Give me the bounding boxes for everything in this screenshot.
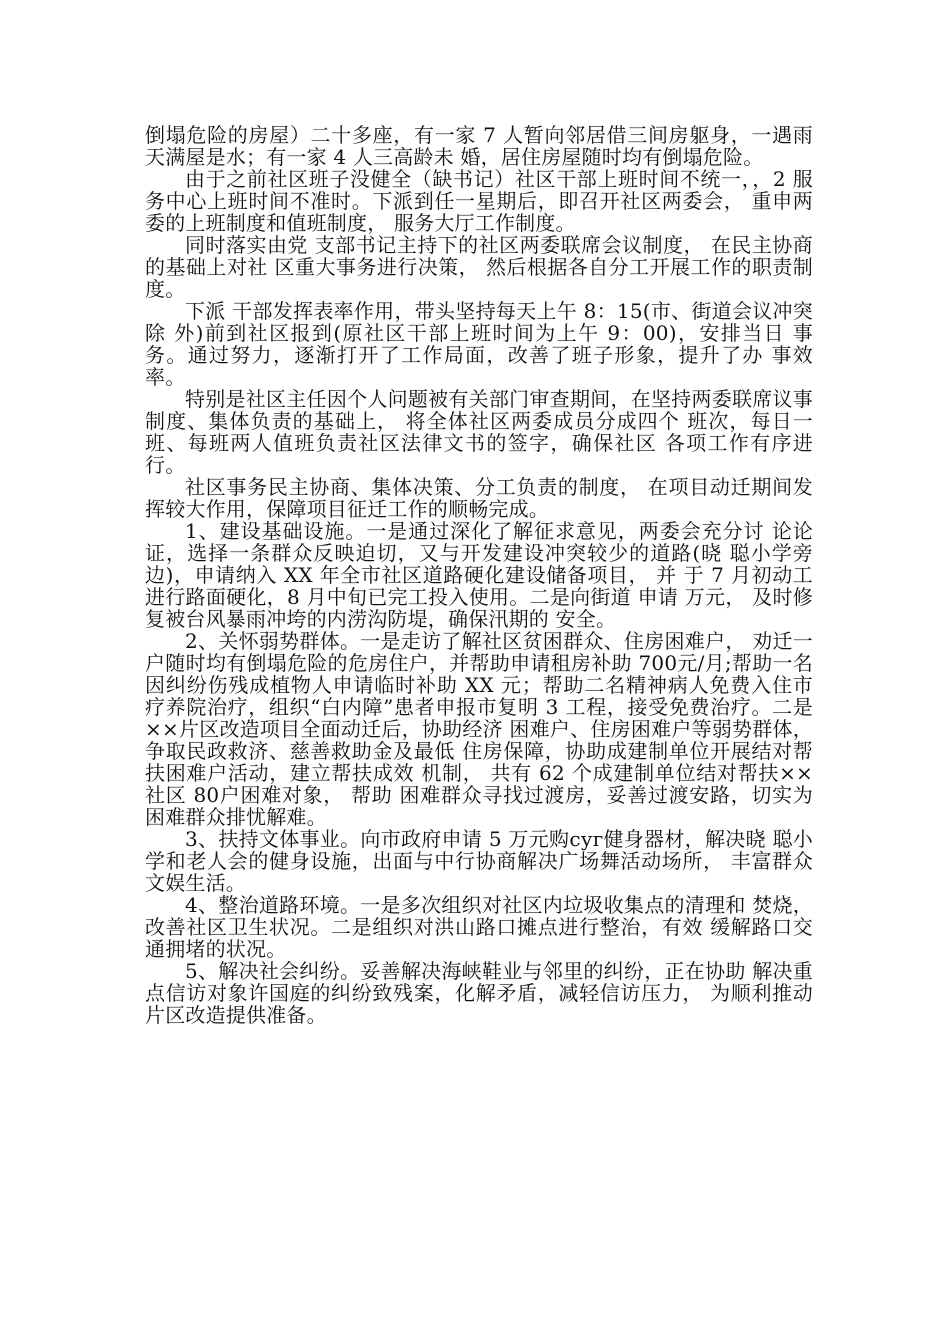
paragraph-continued: 倒塌危险的房屋）二十多座，有一家 7 人暂向邻居借三间房躯身，一遇雨天满屋是水；有一家 4 人三高龄未 婚，居住房屋随时均有倒塌危险。 xyxy=(145,123,813,169)
paragraph-culture-sports: 3、扶持文体事业。向市政府申请 5 万元购суг健身器材，解决晓 聪小学和老人会的健身设施，出面与中行协商解决广场舞活动场所， 丰富群众文娱生活。 xyxy=(145,827,813,895)
paragraph-democratic-consultation: 社区事务民主协商、集体决策、分工负责的制度， 在项目动迁期间发挥较大作用，保障项目征迁工作的顺畅完成。 xyxy=(145,475,813,521)
paragraph-joint-meeting: 同时落实由党 支部书记主持下的社区两委联席会议制度， 在民主协商的基础上对社 区重大事务进行决策， 然后根据各自分工开展工作的职责制度。 xyxy=(145,233,813,301)
paragraph-cadre-example: 下派 干部发挥表率作用，带头坚持每天上午 8：15(市、街道会议冲突除 外)前到社区报到(原社区干部上班时间为上午 9：00)，安排当日 事务。通过努力，逐渐打开了工作局面，改善了班子形象，提升了办 事效率。 xyxy=(145,299,813,389)
paragraph-road-environment: 4、整治道路环境。一是多次组织对社区内垃圾收集点的清理和 焚烧，改善社区卫生状况。二是组织对洪山路口摊点进行整治，有效 缓解路口交通拥堵的状况。 xyxy=(145,893,813,961)
document-body xyxy=(145,124,813,1026)
paragraph-dispute-resolution: 5、解决社会纠纷。妥善解决海峡鞋业与邻里的纠纷，正在协助 解决重点信访对象许国庭的纠纷致残案，化解矛盾，减轻信访压力， 为顺利推动片区改造提供准备。 xyxy=(145,959,813,1027)
paragraph-work-schedule: 由于之前社区班子没健全（缺书记）社区干部上班时间不统一，，2 服务中心上班时间不准时。下派到任一星期后，即召开社区两委会， 重申两委的上班制度和值班制度， 服务大厅工作制度。 xyxy=(145,167,813,235)
paragraph-collective-duty: 特别是社区主任因个人问题被有关部门审查期间，在坚持两委联席议事制度、集体负责的基础上， 将全体社区两委成员分成四个 班次，每日一班、每班两人值班负责社区法律文书的签字，确保社区 各项工作有序进行。 xyxy=(145,387,813,477)
paragraph-infrastructure: 1、建设基础设施。一是通过深化了解征求意见，两委会充分讨 论论证，选择一条群众反映迫切，又与开发建设冲突较少的道路(晓 聪小学旁边)，申请纳入 XX 年全市社区道路硬化建设储备项目， 并 于 7 月初动工进行路面硬化，8 月中旬已完工投入使用。二是向街道 申请 万元， 及时修复被台风暴雨冲垮的内涝沟防堤，确保汛期的 安全。 xyxy=(145,519,813,631)
paragraph-vulnerable-groups: 2、关怀弱势群体。一是走访了解社区贫困群众、住房困难户， 劝迁一户随时均有倒塌危险的危房住户，并帮助申请租房补助 700元/月;帮助一名因纠纷伤残成植物人申请临时补助 XX 元；帮助二名精神病人免费入住市疗养院治疗，组织“白内障”患者申报市复明 3 工程，接受免费治疗。二是××片区改造项目全面动迁后，协助经济 困难户、住房困难户等弱势群体，争取民政救济、慈善救助金及最低 住房保障，协助成建制单位开展结对帮扶困难户活动，建立帮扶成效 机制， 共有 62 个成建制单位结对帮扶××社区 80户困难对象， 帮助 困难群众寻找过渡房，妥善过渡安路，切实为困难群众排忧解难。 xyxy=(145,629,813,829)
